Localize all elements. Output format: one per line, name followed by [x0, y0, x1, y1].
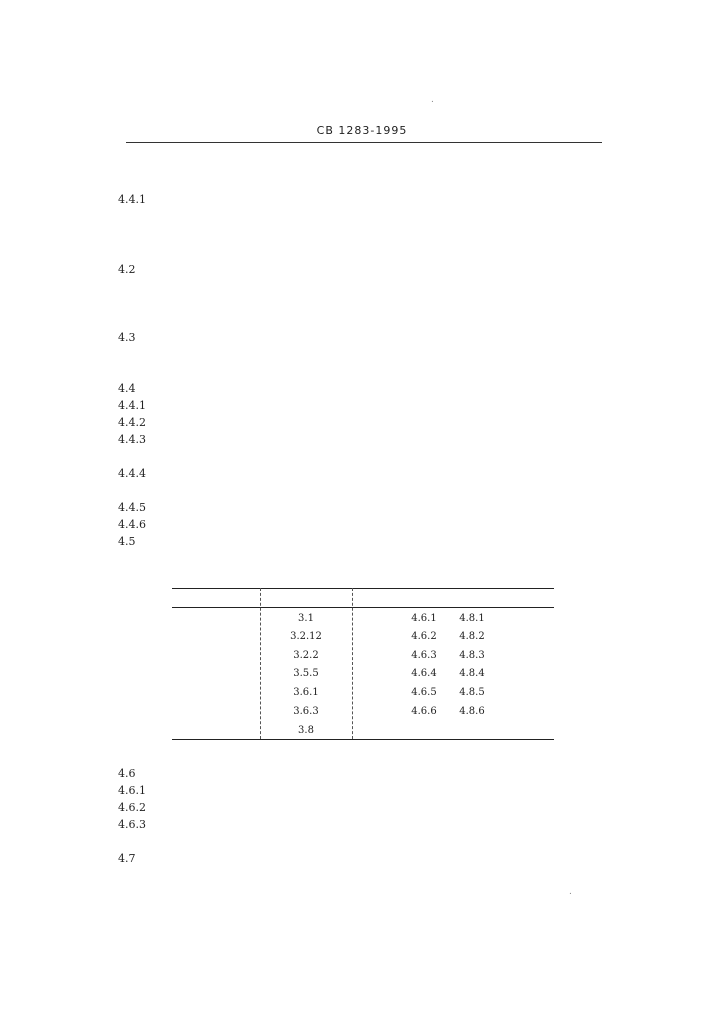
section-heading: 4.4.1 [118, 193, 146, 206]
table-bottom-rule [172, 739, 554, 740]
table-cell: 4.8.1 [459, 613, 485, 624]
table-cell: 3.1 [298, 613, 314, 624]
table-cell: 4.6.2 [411, 631, 437, 642]
section-heading: 4.5 [118, 535, 136, 548]
table-cell: 4.8.6 [459, 706, 485, 717]
table-header-rule [172, 607, 554, 608]
clause: 4.6.1 [118, 784, 146, 797]
table-top-rule [172, 588, 554, 589]
table-cell: 4.6.6 [411, 706, 437, 717]
clause: 4.6.2 [118, 801, 146, 814]
table-cell: 3.5.5 [293, 668, 319, 679]
clause: 4.4.6 [118, 518, 146, 531]
scan-dot: . [431, 95, 434, 105]
standard-number: CB 1283-1995 [316, 124, 408, 137]
table-cell: 3.6.1 [293, 687, 319, 698]
table-divider [260, 588, 261, 739]
table-cell: 4.8.2 [459, 631, 485, 642]
section-heading: 4.3 [118, 331, 136, 344]
table-cell: 4.8.4 [459, 668, 485, 679]
section-heading: 4.2 [118, 263, 136, 276]
table-cell: 4.6.5 [411, 687, 437, 698]
table-cell: 3.8 [298, 725, 314, 736]
scan-dot: . [569, 887, 572, 897]
clause: 4.4.3 [118, 433, 146, 446]
clause: 4.4.4 [118, 467, 146, 480]
table-cell: 4.8.3 [459, 650, 485, 661]
table-cell: 3.6.3 [293, 706, 319, 717]
section-heading: 4.7 [118, 852, 136, 865]
section-heading: 4.6 [118, 767, 136, 780]
header-rule [126, 142, 602, 143]
table-cell: 4.6.4 [411, 668, 437, 679]
clause: 4.6.3 [118, 818, 146, 831]
table-cell: 4.6.3 [411, 650, 437, 661]
table-cell: 4.6.1 [411, 613, 437, 624]
table-cell: 4.8.5 [459, 687, 485, 698]
table-divider [352, 588, 353, 739]
section-heading: 4.4 [118, 382, 136, 395]
table-cell: 3.2.2 [293, 650, 319, 661]
table-cell: 3.2.12 [290, 631, 322, 642]
clause: 4.4.2 [118, 416, 146, 429]
clause: 4.4.1 [118, 399, 146, 412]
clause: 4.4.5 [118, 501, 146, 514]
